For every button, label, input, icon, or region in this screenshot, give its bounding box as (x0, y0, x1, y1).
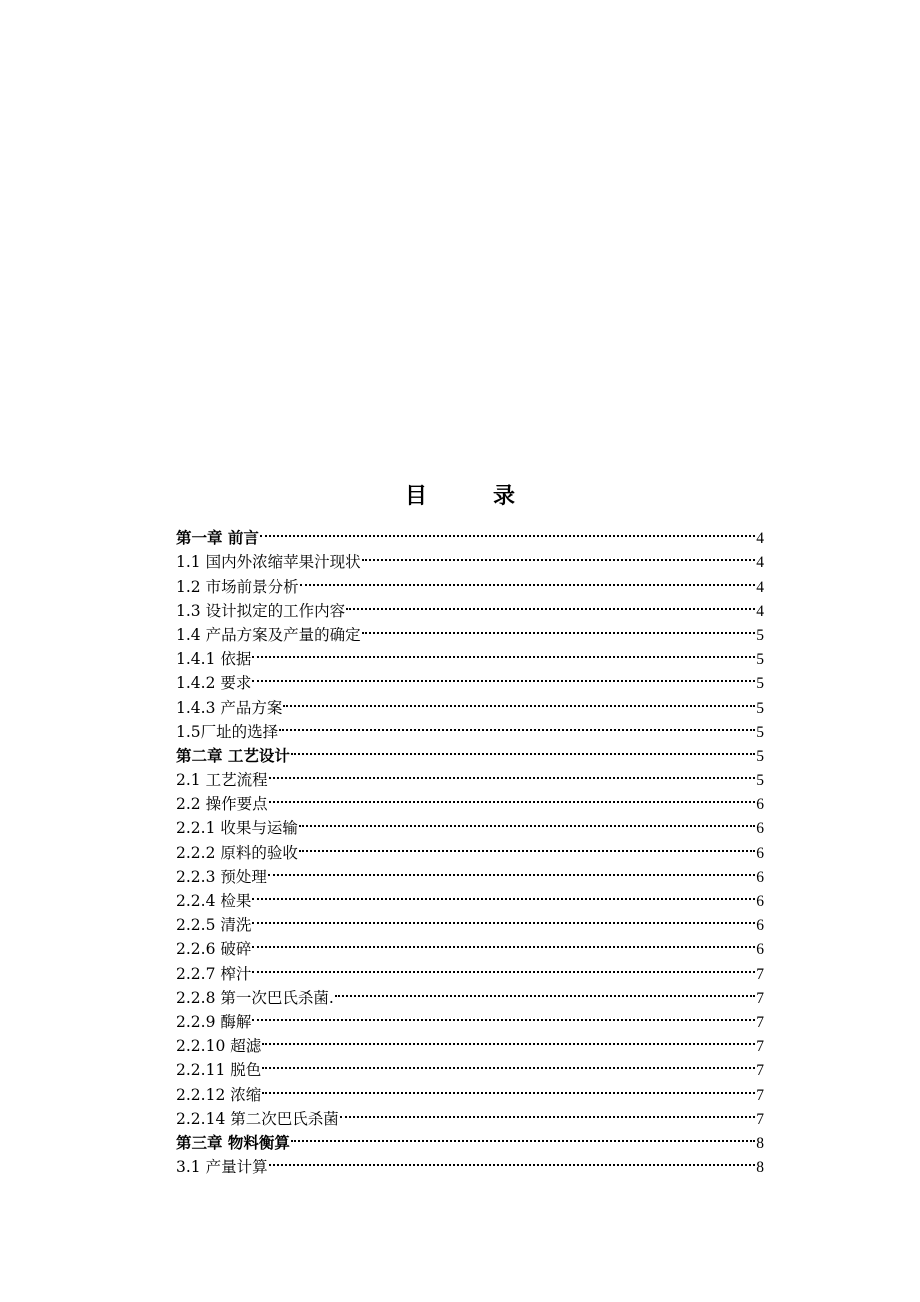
toc-page-number: 5 (756, 651, 764, 669)
toc-page-number: 4 (756, 602, 764, 620)
toc-entry-label: 2.2.1 收果与运输 (176, 819, 298, 838)
toc-chapter-entry[interactable] (176, 519, 764, 548)
toc-entry[interactable] (176, 1100, 764, 1128)
dot-leader (299, 833, 755, 857)
toc-page-number: 6 (756, 941, 764, 959)
toc-page-number: 5 (756, 626, 764, 644)
toc-page-number: 5 (756, 772, 764, 790)
dot-leader (252, 954, 755, 978)
toc-page-number: 4 (756, 554, 764, 572)
dot-leader (283, 688, 755, 712)
toc-entry-label: 第二章 工艺设计 (176, 746, 290, 765)
toc-entry-label: 1.2 市场前景分析 (176, 577, 299, 596)
dot-leader (299, 809, 755, 833)
toc-entry-label: 2.2.5 清洗 (176, 916, 252, 935)
toc-entry-label: 2.2.14 第二次巴氏杀菌 (176, 1109, 339, 1128)
dot-leader (262, 1027, 755, 1051)
toc-page-number: 4 (756, 530, 764, 548)
toc-entry[interactable] (176, 543, 764, 572)
toc-entry-label: 2.2.7 榨汁 (176, 964, 252, 983)
toc-entry-label: 1.5厂址的选择 (176, 722, 279, 741)
dot-leader (269, 761, 756, 785)
toc-page-number: 7 (756, 1086, 764, 1104)
toc-entry-label: 2.2.4 检果 (176, 892, 252, 910)
toc-entry-label: 第三章 物料衡算 (176, 1133, 290, 1152)
toc-entry[interactable] (176, 1075, 764, 1104)
toc-entry-label: 2.1 工艺流程 (176, 771, 268, 790)
toc-entry-label: 1.4.3 产品方案 (176, 698, 283, 717)
toc-entry[interactable] (176, 882, 764, 910)
dot-leader (335, 979, 755, 1003)
dot-leader (300, 567, 756, 591)
dot-leader (252, 882, 755, 906)
dot-leader (252, 664, 755, 688)
dot-leader (291, 1124, 755, 1148)
toc-page-number: 5 (756, 675, 764, 693)
toc-entry-label: 2.2.9 酶解 (176, 1012, 252, 1031)
toc-entry[interactable] (176, 664, 764, 693)
toc-entry[interactable] (176, 688, 764, 717)
toc-entry[interactable] (176, 1027, 764, 1056)
dot-leader (362, 543, 756, 567)
toc-entry-label: 2.2.12 浓缩 (176, 1085, 262, 1104)
dot-leader (252, 906, 755, 930)
toc-page-number: 5 (756, 699, 764, 717)
dot-leader (346, 592, 755, 616)
toc-page-number: 5 (756, 723, 764, 741)
toc-entry-label: 2.2.3 预处理 (176, 867, 267, 886)
dot-leader (252, 930, 755, 954)
toc-page-number: 7 (756, 1110, 764, 1128)
toc-page-number: 7 (756, 989, 764, 1007)
toc-page-number: 5 (756, 747, 764, 765)
toc-entry-label: 2.2.6 破碎 (176, 940, 252, 959)
toc-entry[interactable] (176, 640, 764, 669)
toc-entry-label: 2.2.10 超滤 (176, 1037, 262, 1056)
dot-leader (279, 713, 755, 737)
dot-leader (268, 858, 755, 882)
toc-title: 目 录 (404, 484, 537, 509)
dot-leader (269, 1148, 756, 1172)
toc-entry-label: 1.4.2 要求 (176, 674, 252, 693)
dot-leader (252, 1003, 755, 1027)
toc-page-number: 6 (756, 917, 764, 935)
dot-leader (260, 519, 755, 543)
toc-page-number: 6 (756, 844, 764, 862)
toc-page-number: 8 (756, 1134, 764, 1152)
dot-leader (262, 1075, 755, 1099)
toc-entry-label: 1.3 设计拟定的工作内容 (176, 601, 346, 620)
toc-entry-label: 1.4.1 依据 (176, 650, 252, 669)
toc-entry-label: 1.1 国内外浓缩苹果汁现状 (176, 553, 361, 572)
toc-entry-label: 第一章 前言 (176, 529, 259, 548)
toc-entry[interactable] (176, 930, 764, 959)
toc-entry-label: 2.2.8 第一次巴氏杀菌. (176, 988, 334, 1007)
table-of-contents (176, 519, 764, 1177)
toc-page-number: 6 (756, 868, 764, 886)
dot-leader (269, 785, 756, 809)
toc-page-number: 7 (756, 1013, 764, 1031)
toc-entry[interactable] (176, 1003, 764, 1031)
toc-entry-label: 1.4 产品方案及产量的确定 (176, 625, 361, 644)
toc-entry[interactable] (176, 979, 764, 1007)
dot-leader (262, 1051, 755, 1075)
toc-entry-label: 2.2.2 原料的验收 (176, 843, 298, 862)
toc-page-number: 8 (756, 1159, 764, 1177)
toc-page-number: 7 (756, 1038, 764, 1056)
toc-page-number: 7 (756, 965, 764, 983)
toc-entry-label: 2.2 操作要点 (176, 795, 268, 814)
dot-leader (362, 616, 756, 640)
toc-page-number: 6 (756, 820, 764, 838)
dot-leader (291, 737, 755, 761)
toc-page-number: 7 (756, 1062, 764, 1080)
toc-page-number: 4 (756, 578, 764, 596)
toc-page-number: 6 (756, 893, 764, 910)
toc-entry[interactable] (176, 954, 764, 983)
toc-page-number: 6 (756, 796, 764, 814)
toc-entry[interactable] (176, 1051, 764, 1080)
toc-entry[interactable] (176, 906, 764, 935)
dot-leader (340, 1100, 756, 1124)
dot-leader (252, 640, 755, 664)
toc-entry-label: 2.2.11 脱色 (176, 1061, 262, 1080)
toc-entry-label: 3.1 产量计算 (176, 1158, 268, 1177)
